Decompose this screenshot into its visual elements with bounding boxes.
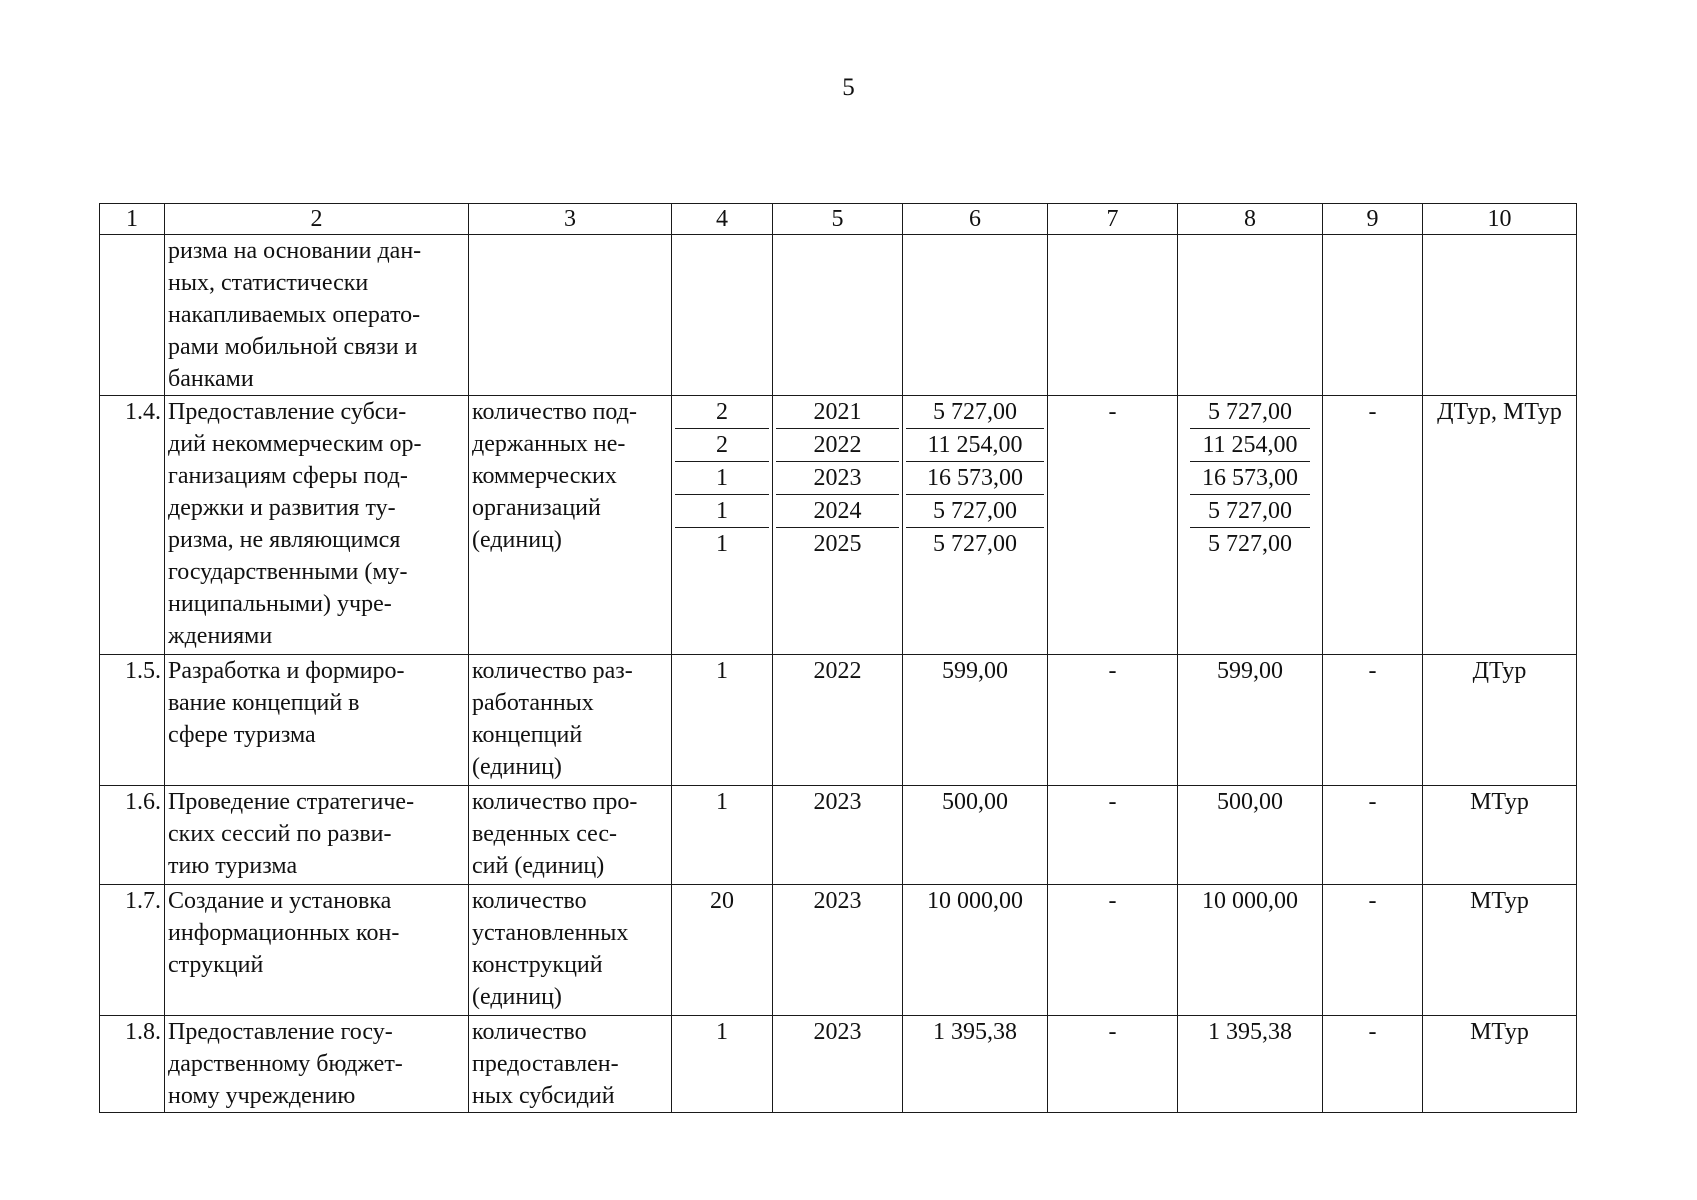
table-row — [100, 1016, 1577, 1113]
header-cell-5: 5 — [773, 204, 903, 235]
activity-cell: ризма на основании дан- ных, статистически накапливаемых операто- рами мобильной связи и банками — [165, 235, 469, 396]
activity-cell: Разработка и формиро- вание концепций в сфере туризма — [165, 655, 469, 786]
col7-cell: - — [1048, 396, 1178, 655]
year-cell-line: 2023 — [776, 462, 899, 495]
year-cell: 2023 — [773, 885, 903, 1016]
quantity-cell: 20 — [672, 885, 773, 1016]
col9-cell: - — [1323, 655, 1423, 786]
table-row — [100, 655, 1577, 786]
table-row — [100, 396, 1577, 655]
header-cell-3: 3 — [469, 204, 672, 235]
col8-cell-line: 16 573,00 — [1190, 462, 1310, 495]
empty-cell — [903, 235, 1048, 396]
year-cell-line: 2024 — [776, 495, 899, 528]
header-cell-6: 6 — [903, 204, 1048, 235]
empty-cell — [1048, 235, 1178, 396]
col7-cell: - — [1048, 1016, 1178, 1113]
col8-cell-line: 5 727,00 — [1208, 531, 1292, 557]
total-cell: 599,00 — [903, 655, 1048, 786]
executor-cell: МТур — [1423, 786, 1577, 885]
quantity-cell-line: 2 — [675, 396, 769, 429]
header-cell-2: 2 — [165, 204, 469, 235]
empty-cell — [469, 235, 672, 396]
header-cell-10: 10 — [1423, 204, 1577, 235]
empty-cell — [1178, 235, 1323, 396]
row-number-cell: 1.4. — [100, 396, 165, 655]
year-cell — [773, 396, 903, 655]
activity-cell: Предоставление субси- дий некоммерческим ор- ганизациям сферы под- держки и развития ту- ризма, не являющимся государственными (му- ниципальными) учре- ждениями — [165, 396, 469, 655]
header-cell-1: 1 — [100, 204, 165, 235]
col9-cell: - — [1323, 786, 1423, 885]
quantity-cell: 1 — [672, 655, 773, 786]
total-cell-line: 5 727,00 — [906, 495, 1044, 528]
col9-cell: - — [1323, 885, 1423, 1016]
quantity-cell-line: 2 — [675, 429, 769, 462]
total-cell-line: 16 573,00 — [906, 462, 1044, 495]
col7-cell: - — [1048, 786, 1178, 885]
empty-cell — [773, 235, 903, 396]
indicator-cell: количество про- веденных сес- сий (единиц) — [469, 786, 672, 885]
total-cell-line: 5 727,00 — [906, 396, 1044, 429]
table-row — [100, 786, 1577, 885]
indicator-cell: количество раз- работанных концепций (единиц) — [469, 655, 672, 786]
year-cell-line: 2022 — [776, 429, 899, 462]
header-cell-4: 4 — [672, 204, 773, 235]
year-cell-line: 2025 — [813, 531, 862, 557]
activity-cell: Предоставление госу- дарственному бюджет- ному учреждению — [165, 1016, 469, 1113]
col8-cell-line: 11 254,00 — [1190, 429, 1310, 462]
quantity-cell — [672, 396, 773, 655]
year-cell-line: 2021 — [776, 396, 899, 429]
quantity-cell-line: 1 — [675, 462, 769, 495]
page-number: 5 — [842, 74, 855, 101]
col8-cell-line: 5 727,00 — [1190, 495, 1310, 528]
quantity-cell-line: 1 — [716, 531, 728, 557]
col7-cell: - — [1048, 885, 1178, 1016]
executor-cell: МТур — [1423, 885, 1577, 1016]
total-cell-line: 11 254,00 — [906, 429, 1044, 462]
header-cell-7: 7 — [1048, 204, 1178, 235]
empty-cell — [1323, 235, 1423, 396]
executor-cell: МТур — [1423, 1016, 1577, 1113]
quantity-cell-line: 1 — [675, 495, 769, 528]
indicator-cell: количество установленных конструкций (единиц) — [469, 885, 672, 1016]
indicator-cell: количество под- держанных не- коммерческих организаций (единиц) — [469, 396, 672, 655]
row-number-cell: 1.8. — [100, 1016, 165, 1113]
total-cell: 500,00 — [903, 786, 1048, 885]
table-header-row — [100, 204, 1577, 235]
col8-cell — [1178, 396, 1323, 655]
year-cell: 2023 — [773, 1016, 903, 1113]
col8-cell-line: 5 727,00 — [1190, 396, 1310, 429]
col8-cell: 1 395,38 — [1178, 1016, 1323, 1113]
table-row — [100, 885, 1577, 1016]
row-number-cell: 1.5. — [100, 655, 165, 786]
activity-cell: Проведение стратегиче- ских сессий по разви- тию туризма — [165, 786, 469, 885]
col8-cell: 500,00 — [1178, 786, 1323, 885]
row-number-cell: 1.6. — [100, 786, 165, 885]
total-cell-line: 5 727,00 — [933, 531, 1017, 557]
activity-cell: Создание и установка информационных кон- струкций — [165, 885, 469, 1016]
col8-cell: 599,00 — [1178, 655, 1323, 786]
quantity-cell: 1 — [672, 786, 773, 885]
program-activities-table — [99, 203, 1577, 1113]
col7-cell: - — [1048, 655, 1178, 786]
row-number-cell: 1.7. — [100, 885, 165, 1016]
empty-cell — [1423, 235, 1577, 396]
total-cell: 10 000,00 — [903, 885, 1048, 1016]
year-cell: 2022 — [773, 655, 903, 786]
header-cell-8: 8 — [1178, 204, 1323, 235]
executor-cell: ДТур — [1423, 655, 1577, 786]
row-number-cell — [100, 235, 165, 396]
header-cell-9: 9 — [1323, 204, 1423, 235]
total-cell — [903, 396, 1048, 655]
total-cell: 1 395,38 — [903, 1016, 1048, 1113]
col9-cell: - — [1323, 1016, 1423, 1113]
executor-cell: ДТур, МТур — [1423, 396, 1577, 655]
table-row-continuation — [100, 235, 1577, 396]
empty-cell — [672, 235, 773, 396]
indicator-cell: количество предоставлен- ных субсидий — [469, 1016, 672, 1113]
quantity-cell: 1 — [672, 1016, 773, 1113]
year-cell: 2023 — [773, 786, 903, 885]
col9-cell: - — [1323, 396, 1423, 655]
col8-cell: 10 000,00 — [1178, 885, 1323, 1016]
